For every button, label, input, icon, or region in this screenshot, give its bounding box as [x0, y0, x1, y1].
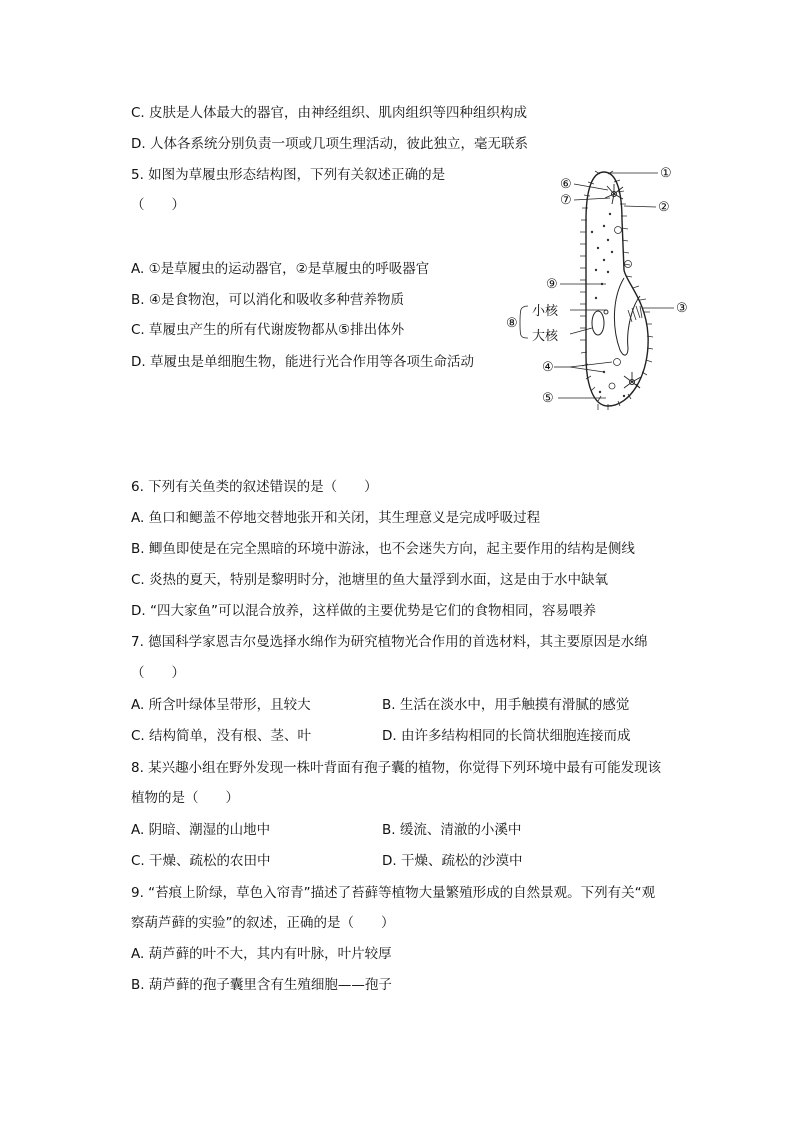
q6-option-b: B. 鲫鱼即使是在完全黑暗的环境中游泳，也不会迷失方向，起主要作用的结构是侧线: [131, 541, 635, 557]
label-3: ③: [676, 301, 688, 316]
q7-option-b: B. 生活在淡水中，用手触摸有滑腻的感觉: [382, 697, 630, 713]
label-large-nucleus: 大核: [532, 329, 559, 344]
contractile-vacuole-bottom: [624, 372, 641, 388]
q8-option-a: A. 阴暗、潮湿的山地中: [131, 822, 271, 838]
q6-option-c: C. 炎热的夏天，特别是黎明时分，池塘里的鱼大量浮到水面，这是由于水中缺氧: [131, 572, 609, 588]
label-9: ⑨: [546, 277, 558, 292]
paramecium-diagram: [500, 160, 700, 422]
label-5: ⑤: [542, 391, 554, 406]
q5-stem: 5. 如图为草履虫形态结构图，下列有关叙述正确的是: [131, 167, 446, 183]
q9-stem-line2: 察葫芦藓的实验”的叙述，正确的是（ ）: [131, 915, 395, 931]
label-1: ①: [660, 166, 672, 181]
q9-option-a: A. 葫芦藓的叶不大，其内有叶脉，叶片较厚: [131, 946, 392, 962]
q6-option-d: D. “四大家鱼”可以混合放养，这样做的主要优势是它们的食物相同，容易喂养: [131, 603, 596, 619]
q8-stem-line2: 植物的是（ ）: [131, 790, 239, 806]
q7-option-a: A. 所含叶绿体呈带形，且较大: [131, 697, 311, 713]
q5-option-a: A. ①是草履虫的运动器官，②是草履虫的呼吸器官: [131, 261, 430, 277]
q4-option-d: D. 人体各系统分别负责一项或几项生理活动，彼此独立，毫无联系: [131, 136, 528, 152]
q5-option-c: C. 草履虫产生的所有代谢废物都从⑤排出体外: [131, 322, 405, 338]
q6-stem: 6. 下列有关鱼类的叙述错误的是（ ）: [131, 479, 378, 495]
q8-option-b: B. 缓流、清澈的小溪中: [382, 822, 522, 838]
label-7: ⑦: [560, 193, 572, 208]
q7-blank: （ ）: [131, 665, 185, 681]
oral-groove: [614, 278, 640, 355]
q8-stem-line1: 8. 某兴趣小组在野外发现一株叶背面有孢子囊的植物，你觉得下列环境中最有可能发现该: [131, 760, 662, 776]
q5-option-b: B. ④是食物泡，可以消化和吸收多种营养物质: [131, 292, 404, 308]
q5-option-d: D. 草履虫是单细胞生物，能进行光合作用等各项生命活动: [131, 354, 474, 370]
q4-option-c: C. 皮肤是人体最大的器官，由神经组织、肌肉组织等四种组织构成: [131, 105, 528, 121]
q7-option-d: D. 由许多结构相同的长筒状细胞连接而成: [382, 728, 631, 744]
label-4: ④: [542, 360, 554, 375]
q9-option-b: B. 葫芦藓的孢子囊里含有生殖细胞——孢子: [131, 977, 392, 993]
micronucleus: [604, 310, 608, 314]
label-small-nucleus: 小核: [532, 304, 559, 319]
q8-option-c: C. 干燥、疏松的农田中: [131, 853, 271, 869]
q7-stem: 7. 德国科学家恩吉尔曼选择水绵作为研究植物光合作用的首选材料，其主要原因是水绵: [131, 634, 648, 650]
label-8: ⑧: [506, 316, 518, 331]
q8-option-d: D. 干燥、疏松的沙漠中: [382, 853, 523, 869]
q5-blank: （ ）: [131, 197, 185, 213]
macronucleus: [592, 311, 604, 335]
q7-option-c: C. 结构简单，没有根、茎、叶: [131, 728, 312, 744]
label-6: ⑥: [560, 177, 572, 192]
granules: [591, 213, 625, 397]
q9-stem-line1: 9. “苔痕上阶绿，草色入帘青”描述了苔藓等植物大量繁殖形成的自然景观。下列有关“观: [131, 885, 656, 901]
label-2: ②: [658, 200, 670, 215]
q6-option-a: A. 鱼口和鳃盖不停地交替地张开和关闭，其生理意义是完成呼吸过程: [131, 510, 541, 526]
